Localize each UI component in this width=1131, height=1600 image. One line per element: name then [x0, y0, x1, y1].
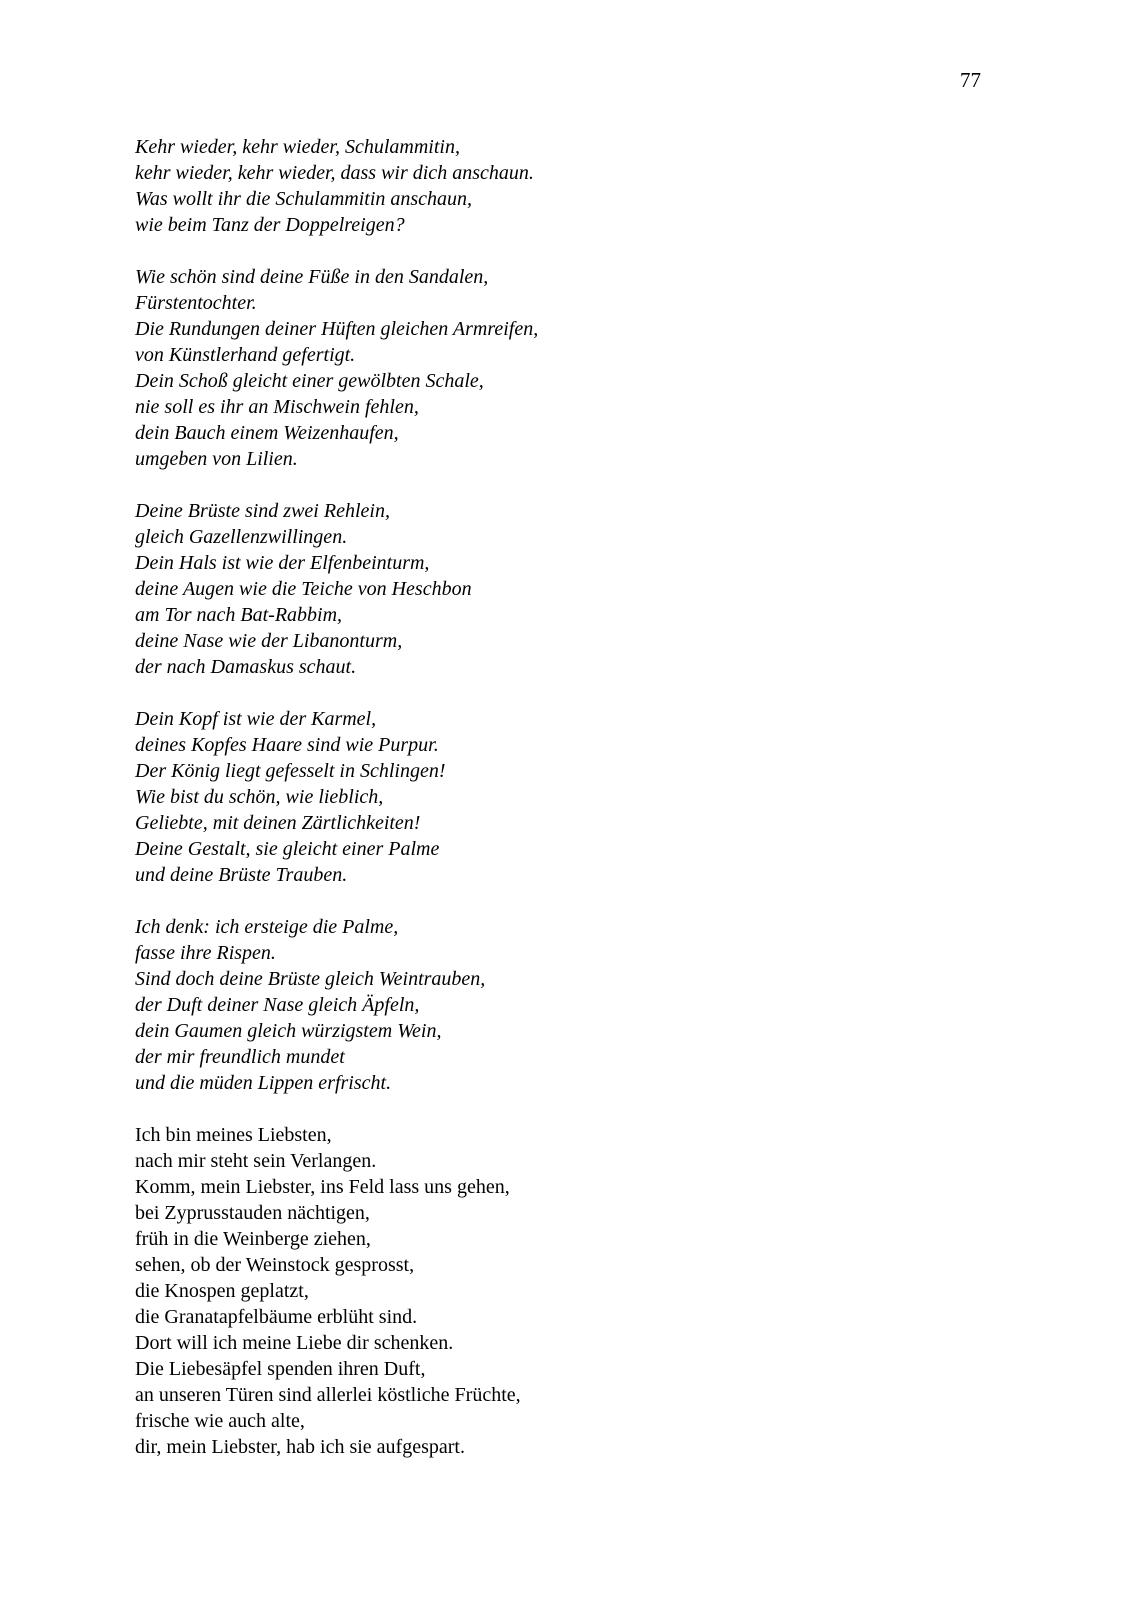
poem-line: umgeben von Lilien.: [135, 448, 298, 470]
poem-line: und die müden Lippen erfrischt.: [135, 1072, 392, 1094]
poem-line: Dein Hals ist wie der Elfenbeinturm,: [135, 552, 430, 574]
poem-line: Geliebte, mit deinen Zärtlichkeiten!: [135, 812, 421, 834]
stanza-3: [135, 498, 1035, 680]
poem-line: Deine Gestalt, sie gleicht einer Palme: [135, 838, 440, 860]
poem-line: Der König liegt gefesselt in Schlingen!: [135, 760, 446, 782]
poem-line: Deine Brüste sind zwei Rehlein,: [135, 500, 390, 522]
poem-line: Die Liebesäpfel spenden ihren Duft,: [135, 1358, 426, 1380]
poem-line: frische wie auch alte,: [135, 1410, 305, 1432]
poem-line: Was wollt ihr die Schulammitin anschaun,: [135, 188, 473, 210]
stanza-5: [135, 914, 1035, 1096]
poem-line: Kehr wieder, kehr wieder, Schulammitin,: [135, 136, 460, 158]
poem-line: an unseren Türen sind allerlei köstliche Früchte,: [135, 1384, 521, 1406]
poem-line: Komm, mein Liebster, ins Feld lass uns gehen,: [135, 1176, 510, 1198]
poem-line: am Tor nach Bat-Rabbim,: [135, 604, 343, 626]
poem-line: der mir freundlich mundet: [135, 1046, 345, 1068]
poem-line: die Granatapfelbäume erblüht sind.: [135, 1306, 418, 1328]
poem-line: Dein Kopf ist wie der Karmel,: [135, 708, 377, 730]
page-number: 77: [960, 68, 981, 92]
poem-line: deine Augen wie die Teiche von Heschbon: [135, 578, 472, 600]
poem-line: dir, mein Liebster, hab ich sie aufgespart.: [135, 1436, 465, 1458]
poem-line: nie soll es ihr an Mischwein fehlen,: [135, 396, 419, 418]
poem-line: wie beim Tanz der Doppelreigen?: [135, 214, 405, 236]
stanza-4: [135, 706, 1035, 888]
poem-line: nach mir steht sein Verlangen.: [135, 1150, 377, 1172]
poem-line: dein Gaumen gleich würzigstem Wein,: [135, 1020, 442, 1042]
poem-line: dein Bauch einem Weizenhaufen,: [135, 422, 399, 444]
poem-line: von Künstlerhand gefertigt.: [135, 344, 356, 366]
poem-line: gleich Gazellenzwillingen.: [135, 526, 348, 548]
stanza-1: [135, 134, 1035, 238]
stanza-2: [135, 264, 1035, 472]
poem-line: Ich bin meines Liebsten,: [135, 1124, 332, 1146]
poem-line: Sind doch deine Brüste gleich Weintrauben,: [135, 968, 486, 990]
poem-line: Wie bist du schön, wie lieblich,: [135, 786, 384, 808]
poem-line: sehen, ob der Weinstock gesprosst,: [135, 1254, 415, 1276]
poem-line: und deine Brüste Trauben.: [135, 864, 348, 886]
poem-line: Wie schön sind deine Füße in den Sandalen,: [135, 266, 489, 288]
poem-line: bei Zyprusstauden nächtigen,: [135, 1202, 370, 1224]
stanza-6: [135, 1122, 1035, 1460]
poem-line: die Knospen geplatzt,: [135, 1280, 309, 1302]
poem-line: Dein Schoß gleicht einer gewölbten Schale,: [135, 370, 484, 392]
poem-line: deine Nase wie der Libanonturm,: [135, 630, 403, 652]
poem-line: Dort will ich meine Liebe dir schenken.: [135, 1332, 454, 1354]
poem-line: früh in die Weinberge ziehen,: [135, 1228, 371, 1250]
poem-line: Ich denk: ich ersteige die Palme,: [135, 916, 399, 938]
poem-line: der Duft deiner Nase gleich Äpfeln,: [135, 994, 420, 1016]
poem-line: deines Kopfes Haare sind wie Purpur.: [135, 734, 439, 756]
poem-line: Die Rundungen deiner Hüften gleichen Armreifen,: [135, 318, 539, 340]
poem-body: [135, 134, 1035, 1486]
poem-line: fasse ihre Rispen.: [135, 942, 276, 964]
poem-line: Fürstentochter.: [135, 292, 257, 314]
poem-line: der nach Damaskus schaut.: [135, 656, 357, 678]
poem-line: kehr wieder, kehr wieder, dass wir dich anschaun.: [135, 162, 534, 184]
